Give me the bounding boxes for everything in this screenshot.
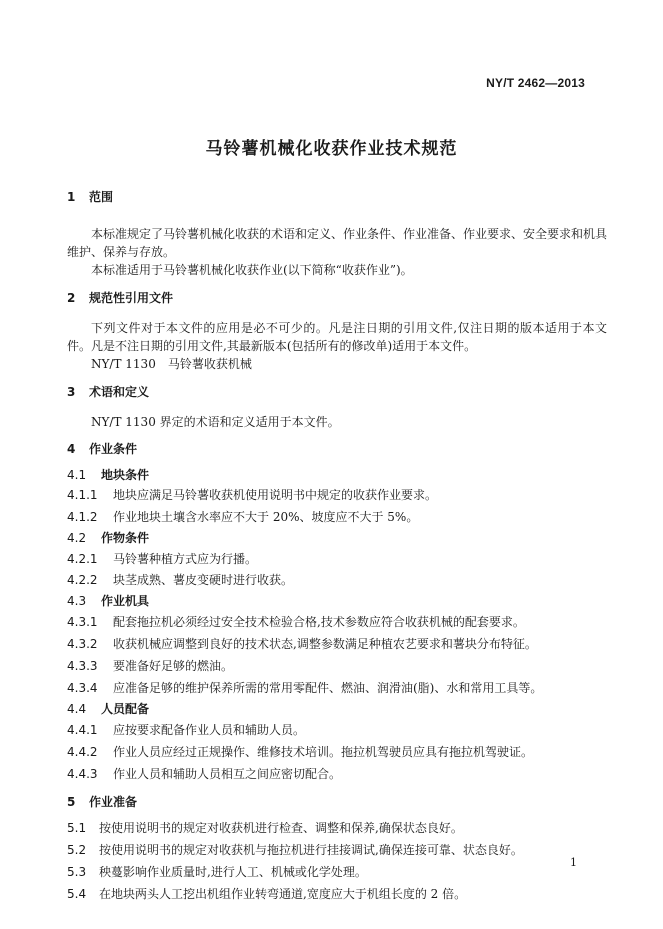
scope-paragraph-1: 本标准规定了马铃薯机械化收获的术语和定义、作业条件、作业准备、作业要求、安全要求和机具维护、保养与存放。: [67, 227, 608, 259]
clause-5-4: 5.4 在地块两头人工挖出机组作业转弯通道,宽度应大于机组长度的 2 倍。: [67, 887, 467, 901]
clause-4-4-1: 4.4.1 应按要求配备作业人员和辅助人员。: [67, 723, 306, 737]
clause-4-3-3: 4.3.3 要准备好足够的燃油。: [67, 659, 234, 673]
clause-5-3: 5.3 秧蔓影响作业质量时,进行人工、机械或化学处理。: [67, 865, 367, 879]
clause-4-3-4: 4.3.4 应准备足够的维护保养所需的常用零配件、燃油、润滑油(脂)、水和常用工具等。: [67, 681, 543, 695]
subsection-heading-4-4: 4.4 人员配备: [67, 702, 150, 716]
page-number: 1: [570, 856, 577, 869]
clause-4-3-1: 4.3.1 配套拖拉机必须经过安全技术检验合格,技术参数应符合收获机械的配套要求。: [67, 615, 525, 629]
scope-paragraph-2: 本标准适用于马铃薯机械化收获作业(以下简称“收获作业”)。: [91, 263, 413, 277]
section-heading-3: 3 术语和定义: [67, 385, 150, 399]
clause-4-2-1: 4.2.1 马铃薯种植方式应为行播。: [67, 552, 258, 566]
normative-references-paragraph: 下列文件对于本文件的应用是必不可少的。凡是注日期的引用文件,仅注日期的版本适用于本文件。凡是不注日期的引用文件,其最新版本(包括所有的修改单)适用于本文件。: [67, 321, 607, 353]
clause-4-2-2: 4.2.2 块茎成熟、薯皮变硬时进行收获。: [67, 573, 294, 587]
clause-4-4-3: 4.4.3 作业人员和辅助人员相互之间应密切配合。: [67, 767, 342, 781]
subsection-heading-4-3: 4.3 作业机具: [67, 594, 150, 608]
section-heading-1: 1 范围: [67, 190, 114, 204]
section-heading-4: 4 作业条件: [67, 442, 138, 456]
standard-code: NY/T 2462—2013: [486, 76, 585, 90]
section-heading-2: 2 规范性引用文件: [67, 291, 174, 305]
clause-5-1: 5.1 按使用说明书的规定对收获机进行检查、调整和保养,确保状态良好。: [67, 821, 463, 835]
section-heading-5: 5 作业准备: [67, 795, 138, 809]
terms-paragraph: NY/T 1130 界定的术语和定义适用于本文件。: [91, 415, 340, 429]
document-title: 马铃薯机械化收获作业技术规范: [205, 139, 458, 159]
clause-4-1-2: 4.1.2 作业地块土壤含水率应不大于 20%、坡度应不大于 5%。: [67, 510, 419, 524]
reference-item: NY/T 1130 马铃薯收获机械: [91, 357, 252, 371]
clause-4-3-2: 4.3.2 收获机械应调整到良好的技术状态,调整参数满足种植农艺要求和薯块分布特征。: [67, 637, 537, 651]
document-body: [67, 188, 607, 903]
subsection-heading-4-1: 4.1 地块条件: [67, 468, 150, 482]
clause-4-1-1: 4.1.1 地块应满足马铃薯收获机使用说明书中规定的收获作业要求。: [67, 488, 438, 502]
subsection-heading-4-2: 4.2 作物条件: [67, 531, 150, 545]
clause-4-4-2: 4.4.2 作业人员应经过正规操作、维修技术培训。拖拉机驾驶员应具有拖拉机驾驶证。: [67, 745, 534, 759]
clause-5-2: 5.2 按使用说明书的规定对收获机与拖拉机进行挂接调试,确保连接可靠、状态良好。: [67, 843, 523, 857]
